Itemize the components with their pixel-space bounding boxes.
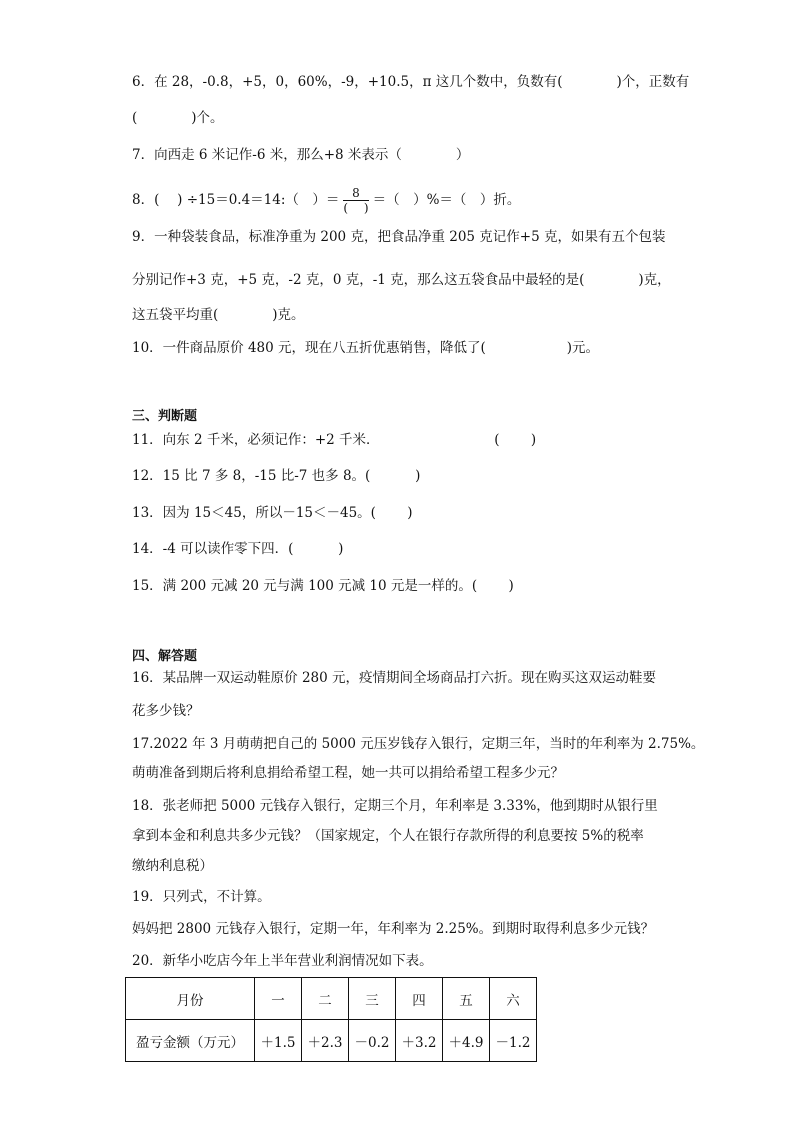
question-9-line-3: 这五袋平均重( )克。 bbox=[132, 307, 305, 323]
question-18-line-2: 拿到本金和利息共多少元钱？（国家规定，个人在银行存款所得的利息要按 5%的税率 bbox=[132, 828, 644, 844]
table-value-cell: －0.2 bbox=[349, 1020, 396, 1062]
question-12: 12．15 比 7 多 8，-15 比-7 也多 8。( ) bbox=[132, 468, 421, 484]
table-month-cell: 六 bbox=[490, 978, 537, 1020]
section-judge-heading: 三、判断题 bbox=[132, 409, 198, 424]
profit-table bbox=[125, 977, 537, 1062]
question-8 bbox=[132, 186, 520, 215]
question-13: 13．因为 15＜45，所以－15＜－45。( ) bbox=[132, 505, 413, 521]
question-6-line-1: 6．在 28，-0.8，+5，0，60%，-9，+10.5，π 这几个数中，负数有( )个，正数有 bbox=[132, 74, 690, 90]
table-header-label: 月份 bbox=[126, 978, 255, 1020]
table-month-cell: 四 bbox=[396, 978, 443, 1020]
table-value-cell: ＋3.2 bbox=[396, 1020, 443, 1062]
question-14: 14．-4 可以读作零下四．( ) bbox=[132, 541, 344, 557]
table-month-cell: 五 bbox=[443, 978, 490, 1020]
fraction-denominator: ( ) bbox=[343, 201, 369, 215]
table-month-cell: 一 bbox=[255, 978, 302, 1020]
table-month-cell: 二 bbox=[302, 978, 349, 1020]
question-9-line-1: 9．一种袋装食品，标准净重为 200 克，把食品净重 205 克记作+5 克，如果有五个包装 bbox=[132, 229, 666, 245]
table-value-cell: ＋1.5 bbox=[255, 1020, 302, 1062]
table-row bbox=[126, 1020, 537, 1062]
question-10: 10．一件商品原价 480 元，现在八五折优惠销售，降低了( )元。 bbox=[132, 340, 600, 356]
question-17-line-2: 萌萌准备到期后将利息捐给希望工程，她一共可以捐给希望工程多少元？ bbox=[132, 765, 564, 781]
question-17-line-1: 17.2022 年 3 月萌萌把自己的 5000 元压岁钱存入银行，定期三年，当时的年利率为 2.75%。 bbox=[132, 736, 705, 752]
question-19-line-1: 19．只列式，不计算。 bbox=[132, 889, 271, 905]
table-value-cell: －1.2 bbox=[490, 1020, 537, 1062]
question-8-suffix: ＝（ ）%＝（ ）折。 bbox=[372, 192, 521, 208]
question-20: 20．新华小吃店今年上半年营业利润情况如下表。 bbox=[132, 953, 433, 969]
question-19-line-2: 妈妈把 2800 元钱存入银行，定期一年，年利率为 2.25%。到期时取得利息多少元钱？ bbox=[132, 921, 655, 937]
table-value-cell: ＋4.9 bbox=[443, 1020, 490, 1062]
table-month-cell: 三 bbox=[349, 978, 396, 1020]
question-16-line-2: 花多少钱？ bbox=[132, 703, 200, 719]
section-solve-heading: 四、解答题 bbox=[132, 649, 198, 664]
table-header-row bbox=[126, 978, 537, 1020]
table-row-label: 盈亏金额（万元） bbox=[126, 1020, 255, 1062]
question-8-fraction bbox=[343, 186, 368, 215]
question-18-line-3: 缴纳利息税） bbox=[132, 858, 213, 874]
question-8-prefix: 8．( ) ÷15＝0.4＝14:（ ）＝ bbox=[132, 192, 340, 208]
question-7: 7．向西走 6 米记作-6 米，那么+8 米表示（ ） bbox=[132, 147, 470, 163]
question-15: 15．满 200 元减 20 元与满 100 元减 10 元是一样的。( ) bbox=[132, 578, 514, 594]
question-16-line-1: 16．某品牌一双运动鞋原价 280 元，疫情期间全场商品打六折。现在购买这双运动鞋要 bbox=[132, 670, 657, 686]
question-11: 11．向东 2 千米，必须记作：+2 千米． ( ) bbox=[132, 432, 537, 448]
question-9-line-2: 分别记作+3 克，+5 克，-2 克，0 克，-1 克，那么这五袋食品中最轻的是( )克， bbox=[132, 272, 671, 288]
fraction-numerator: 8 bbox=[343, 186, 368, 201]
question-6-line-2: ( )个。 bbox=[132, 110, 224, 126]
table-value-cell: ＋2.3 bbox=[302, 1020, 349, 1062]
question-18-line-1: 18．张老师把 5000 元钱存入银行，定期三个月，年利率是 3.33%，他到期时从银行里 bbox=[132, 798, 658, 814]
